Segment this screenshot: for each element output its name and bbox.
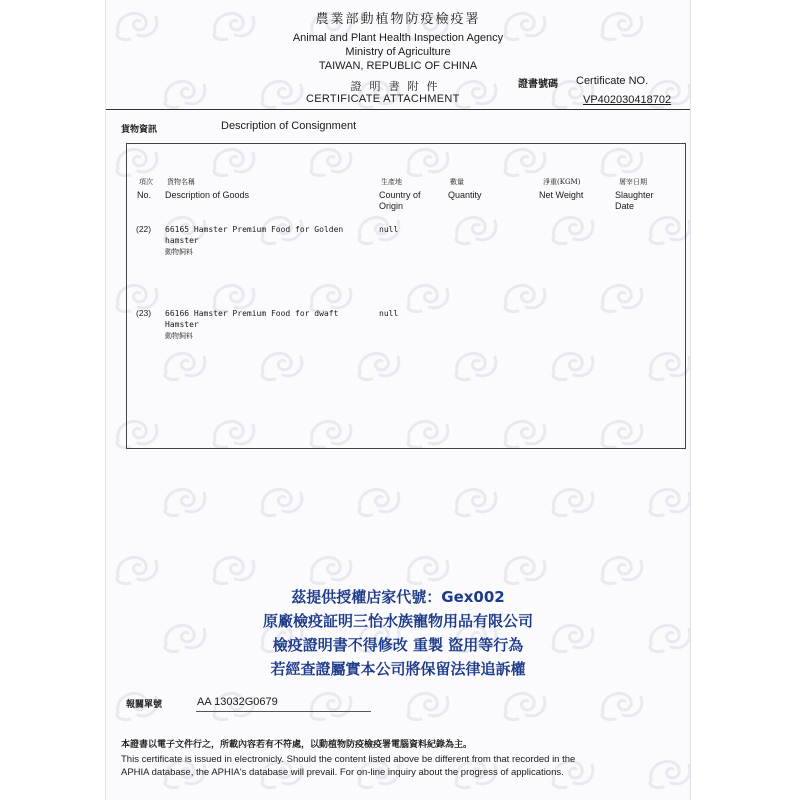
row-22-description-zh: 動物飼料	[165, 248, 193, 256]
col-weight-zh: 淨重(KGM)	[543, 178, 581, 186]
col-desc-en: Description of Goods	[165, 190, 250, 200]
watermark-motif	[505, 557, 545, 583]
watermark-motif	[602, 693, 642, 719]
reference-underline	[196, 711, 371, 712]
reference-number: AA 13032G0679	[197, 696, 278, 708]
col-desc-zh: 貨物名稱	[167, 178, 195, 186]
row-23-description: 66166 Hamster Premium Food for dwaft	[165, 309, 339, 318]
watermark-motif	[165, 489, 205, 515]
watermark-motif	[456, 489, 496, 515]
footer-statement-en-1: This certificate is issued in electronicly. Should the content listed above be different from that recorded in the	[121, 754, 576, 765]
agency-name-en: Animal and Plant Health Inspection Agency	[292, 32, 504, 44]
col-quantity-en: Quantity	[448, 190, 482, 200]
certificate-number-label-zh: 證書號碼	[518, 79, 558, 90]
notice-line-4: 若經查證屬實本公司將保留法律追訴權	[270, 660, 526, 678]
watermark-motif	[311, 557, 351, 583]
row-23-number: (23)	[136, 308, 152, 318]
header-divider	[106, 109, 690, 110]
row-23-description-cont: Hamster	[165, 320, 199, 329]
row-22-description: 66165 Hamster Premium Food for Golden	[165, 225, 344, 234]
col-slaughter-en: Slaughter Date	[615, 190, 654, 211]
reference-label-zh: 報關單號	[126, 700, 163, 710]
watermark-motif	[359, 489, 399, 515]
certificate-number: VP402030418702	[583, 94, 672, 106]
watermark-motif	[117, 557, 157, 583]
watermark-motif	[262, 489, 302, 515]
row-23-origin: null	[379, 309, 399, 318]
agency-name-zh: 農業部動植物防疫檢疫署	[315, 12, 481, 27]
watermark-motif	[650, 761, 690, 787]
consignment-label: Description of Consignment	[221, 120, 357, 132]
row-23-description-zh: 動物飼料	[165, 332, 193, 340]
watermark-motif	[311, 693, 351, 719]
col-quantity-zh: 數量	[450, 178, 464, 186]
footer-statement-en-2: APHIA database, the APHIA's database will prevail. For on-line inquiry about the progress of applications.	[121, 767, 564, 778]
watermark-motif	[553, 489, 593, 515]
row-22-number: (22)	[136, 224, 152, 234]
notice-line-1: 茲提供授權店家代號：Gex002	[291, 588, 505, 606]
watermark-motif	[602, 557, 642, 583]
attachment-title-en: CERTIFICATE ATTACHMENT	[306, 93, 460, 105]
certificate-number-label: Certificate NO.	[576, 75, 649, 87]
watermark-motif	[214, 557, 254, 583]
notice-line-3: 檢疫證明書不得修改 重製 盜用等行為	[272, 636, 524, 654]
notice-line-2: 原廠檢疫証明三怡水族寵物用品有限公司	[262, 612, 533, 630]
col-origin-en: Country of Origin	[379, 190, 421, 211]
consignment-table	[126, 143, 686, 449]
col-no-en: No.	[137, 190, 152, 200]
consignment-label-zh: 貨物資訊	[121, 125, 158, 135]
col-no-zh: 項次	[139, 178, 153, 186]
country-name: TAIWAN, REPUBLIC OF CHINA	[318, 60, 478, 72]
col-slaughter-zh: 屠宰日期	[619, 178, 647, 186]
watermark-motif	[650, 489, 690, 515]
certificate-page	[105, 0, 691, 800]
col-weight-en: Net Weight	[539, 190, 584, 200]
watermark-motif	[505, 693, 545, 719]
attachment-title-zh: 證明書附件	[350, 80, 446, 93]
row-22-description-cont: hamster	[165, 236, 199, 245]
footer-statement-zh: 本證書以電子文件行之，所載內容若有不符處，以動植物防疫檢疫署電腦資料紀錄為主。	[121, 740, 473, 750]
watermark-motif	[408, 557, 448, 583]
ministry-name: Ministry of Agriculture	[345, 46, 451, 58]
col-origin-zh: 生產地	[381, 178, 402, 186]
watermark-motif	[408, 693, 448, 719]
row-22-origin: null	[379, 225, 399, 234]
